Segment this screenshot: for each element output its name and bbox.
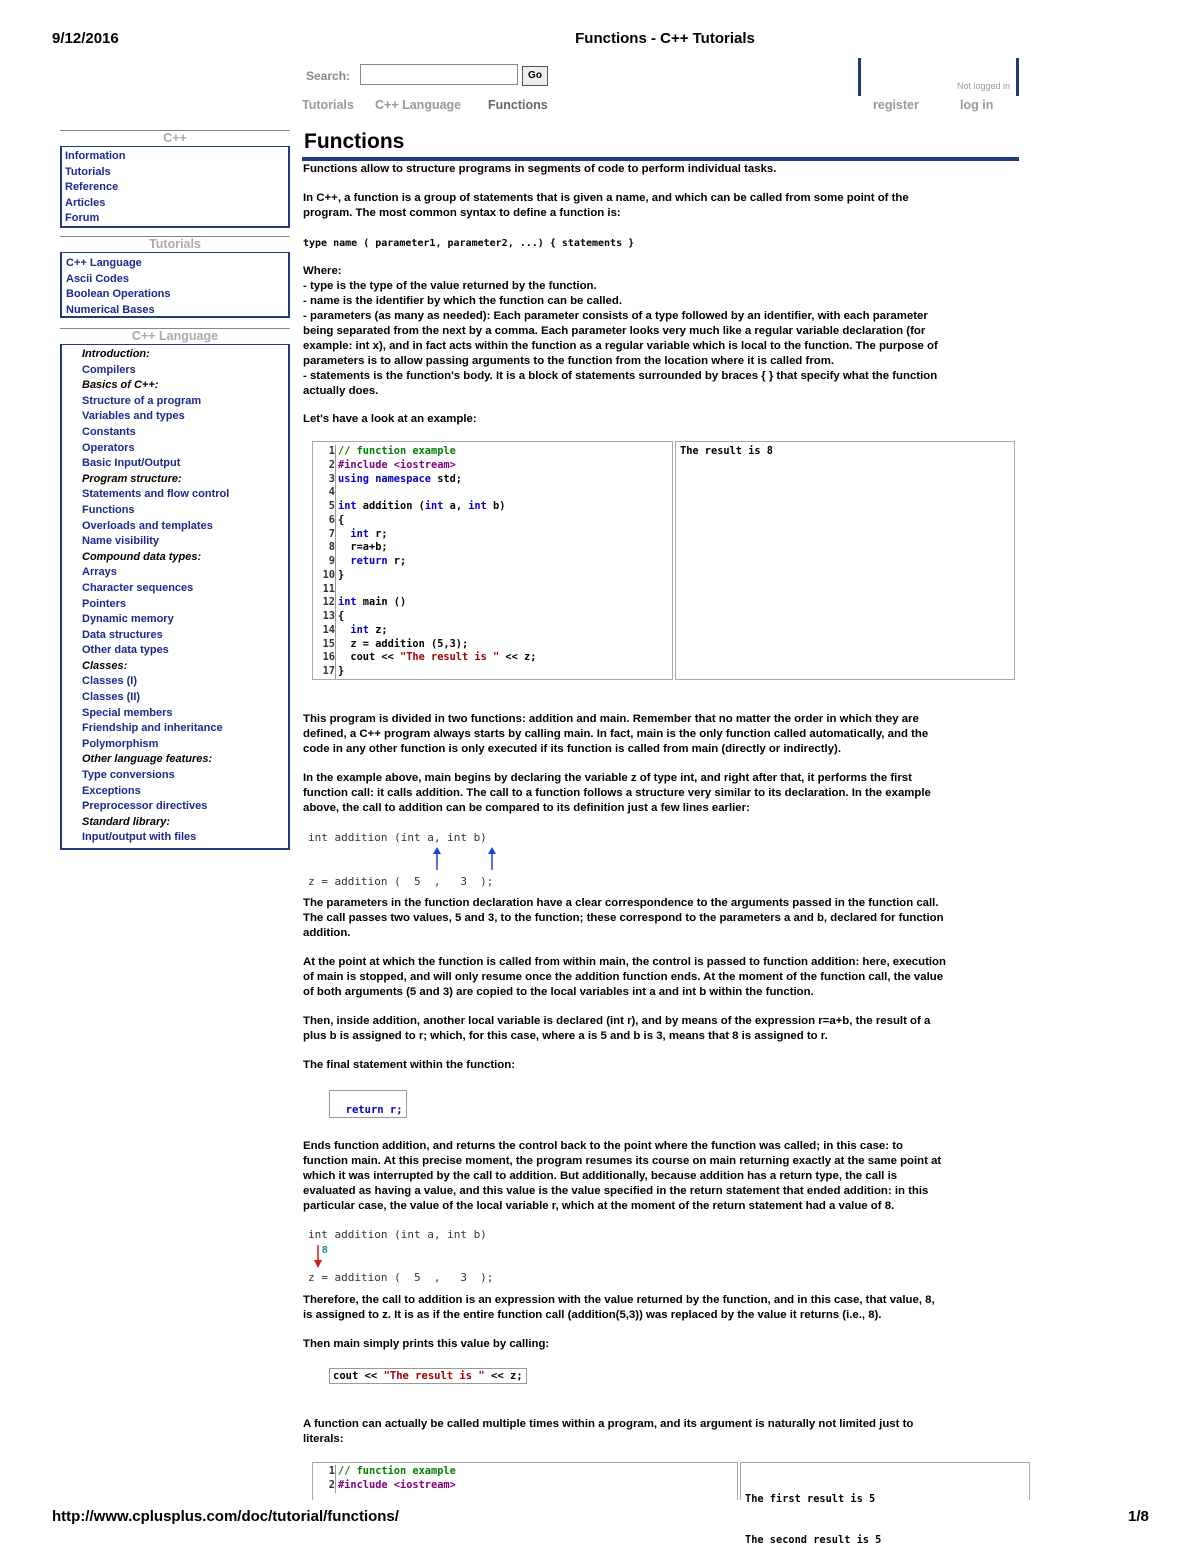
sidebar-item[interactable]: Classes (I) <box>82 675 138 688</box>
cout-snippet-string: "The result is " <box>383 1370 485 1382</box>
sidebar-category: Compound data types: <box>82 550 202 563</box>
sidebar-item[interactable]: Exceptions <box>82 784 141 797</box>
line-number: 16 <box>322 651 335 664</box>
para-local-variable-line1: Then, inside addition, another local variable is declared (int r), and by means of the expression r=a+b, the result of a <box>303 1015 931 1027</box>
code-token: { <box>338 513 345 526</box>
code-line <box>313 459 672 473</box>
para-parameters-line3: addition. <box>303 927 351 939</box>
print-date: 9/12/2016 <box>52 30 119 47</box>
para-ends-function-line3: which it was interrupted by the call to addition. But additionally, because addition has a return type, the call is <box>303 1170 898 1182</box>
sidebar-category: Classes: <box>82 659 128 672</box>
where-list <box>303 264 1019 399</box>
diagram2-declaration: int addition (int a, int b) <box>308 1228 487 1241</box>
para-main-begins-line2: function call: it calls addition. The call to a function follows a structure very similar to its declaration. In the example <box>303 787 931 799</box>
para-final-statement: The final statement within the function: <box>303 1059 515 1071</box>
line-number: 4 <box>328 486 335 499</box>
cout-snippet-end: << z; <box>484 1370 523 1382</box>
code-token: b) <box>486 500 506 512</box>
para-therefore <box>303 1293 1019 1323</box>
code-token: using namespace <box>338 472 431 485</box>
line-number: 8 <box>328 541 335 554</box>
code-text <box>335 638 468 652</box>
para-definition <box>303 191 1019 221</box>
para-local-variable-line2: plus b is assigned to r; which, for this case, where a is 5 and b is 3, means that 8 is assigned to r. <box>303 1030 828 1042</box>
code-line <box>313 610 672 624</box>
line-number: 5 <box>328 500 335 512</box>
sidebar-tutorials-box <box>60 252 290 318</box>
where-params-3: example: int x), and in fact acts within the function as a regular variable which is local to the function. The purpose of <box>303 340 938 352</box>
code-token: } <box>338 568 345 581</box>
code-token: r; <box>369 527 388 540</box>
para-main-begins-line3: above, the call to addition can be compared to its definition just a few lines earlier: <box>303 802 750 814</box>
para-control-line1: At the point at which the function is called from within main, the control is passed to function addition: here, execution <box>303 956 946 968</box>
where-name: - name is the identifier by which the function can be called. <box>303 295 622 307</box>
code-line <box>313 1479 737 1493</box>
line-number: 2 <box>328 1478 335 1491</box>
line-number: 1 <box>328 445 335 457</box>
code-token: return <box>350 555 388 567</box>
arrow-up-icon <box>433 847 441 870</box>
where-type: - type is the type of the value returned by the function. <box>303 280 597 292</box>
sidebar-item[interactable]: Dynamic memory <box>82 613 174 626</box>
sidebar-item[interactable]: Functions <box>82 503 135 516</box>
para-therefore-line2: is assigned to z. It is as if the entire function call (addition(5,3)) was replaced by the value it returns (i.e., 8). <box>303 1309 882 1321</box>
para-local-variable <box>303 1014 1019 1044</box>
where-params-1: - parameters (as many as needed): Each parameter consists of a type followed by an identifier, with each parameter <box>303 310 928 322</box>
search-go-button[interactable]: Go <box>522 66 548 86</box>
sidebar-item[interactable]: Character sequences <box>82 581 194 594</box>
search-input[interactable] <box>360 64 518 85</box>
sidebar-category: Introduction: <box>82 348 150 360</box>
sidebar-item[interactable]: Name visibility <box>82 535 160 548</box>
cout-snippet <box>329 1368 527 1384</box>
line-number: 10 <box>322 568 335 581</box>
intro-text: Functions allow to structure programs in segments of code to perform individual tasks. <box>303 163 777 175</box>
sidebar-item[interactable]: Classes (II) <box>82 691 141 704</box>
code-line <box>313 1465 737 1479</box>
code-line <box>313 528 672 542</box>
sidebar-category: Program structure: <box>82 472 182 485</box>
title-divider <box>302 157 1019 161</box>
para-multiple-calls-line1: A function can actually be called multiple times within a program, and its argument is naturally not limited just to <box>303 1418 914 1430</box>
sidebar-cpp-box <box>60 146 290 228</box>
sidebar-item-tutorials[interactable]: Tutorials <box>65 165 111 178</box>
code-text <box>335 514 344 528</box>
code-text <box>335 610 344 624</box>
code-text <box>335 445 456 459</box>
line-number: 17 <box>322 665 335 677</box>
sidebar-item[interactable]: Arrays <box>82 566 117 579</box>
code-text <box>335 624 388 638</box>
line-number: 9 <box>328 555 335 567</box>
code-text <box>335 569 344 583</box>
para-therefore-line1: Therefore, the call to addition is an expression with the value returned by the function, and in this case, that value, 8, <box>303 1294 935 1306</box>
print-page-number: 1/8 <box>1128 1508 1149 1525</box>
line-number: 14 <box>322 623 335 636</box>
code-token: #include <iostream> <box>338 458 456 471</box>
code-text <box>335 459 456 473</box>
sidebar-item-ascii-codes[interactable]: Ascii Codes <box>66 272 129 285</box>
code-token: z; <box>369 623 388 636</box>
code-line <box>313 445 672 459</box>
sidebar-item[interactable]: Special members <box>82 706 173 719</box>
code-token: "The result is " <box>400 651 500 664</box>
para-control-line2: of main is stopped, and will only resume once the addition function ends. At the moment of the function call, the value <box>303 971 944 983</box>
sidebar-item[interactable]: Input/output with files <box>82 831 197 844</box>
sidebar-language-box <box>60 344 290 850</box>
code-text <box>335 1465 456 1479</box>
code-token: int <box>338 596 357 609</box>
code-token: r=a+b; <box>338 541 388 554</box>
code-line <box>313 583 672 597</box>
para-control <box>303 955 1019 1000</box>
sidebar-category: Standard library: <box>82 815 171 828</box>
sidebar-item[interactable]: Basic Input/Output <box>82 457 181 470</box>
sidebar-item-numerical-bases[interactable]: Numerical Bases <box>66 303 155 316</box>
diagram1-call: z = addition ( 5 , 3 ); <box>308 875 494 888</box>
code-line <box>313 569 672 583</box>
code-line <box>313 514 672 528</box>
code-token: r; <box>387 555 407 567</box>
para-ends-function-line5: particular case, the value of the local variable r, which at the moment of the return statement had a value of 8. <box>303 1200 895 1212</box>
para-parameters-line1: The parameters in the function declaration have a clear correspondence to the arguments passed in the function call. <box>303 897 939 909</box>
code-token: // function example <box>338 1465 456 1477</box>
code-text <box>335 651 536 665</box>
code-token: int <box>338 500 357 512</box>
code-text <box>335 528 388 542</box>
line-number: 11 <box>322 582 335 595</box>
output-box-1: The result is 8 <box>675 441 1015 680</box>
diagram2-call: z = addition ( 5 , 3 ); <box>308 1271 494 1284</box>
breadcrumb-functions: Functions <box>488 98 548 112</box>
code-line <box>313 500 672 514</box>
code-token: main () <box>356 596 407 609</box>
code-token: a, <box>443 500 469 512</box>
code-token <box>338 528 350 540</box>
code-line <box>313 638 672 652</box>
code-text <box>335 555 406 569</box>
code-text <box>335 596 406 610</box>
sidebar-item-forum[interactable]: Forum <box>65 212 100 225</box>
code-line <box>313 624 672 638</box>
code-text <box>335 486 344 500</box>
sidebar-cpp-heading: C++ <box>60 130 290 145</box>
line-number: 1 <box>328 1465 335 1477</box>
code-text <box>335 500 505 514</box>
sidebar-item-cpp-language[interactable]: C++ Language <box>66 257 142 269</box>
para-parameters-line2: The call passes two values, 5 and 3, to the function; these correspond to the parameters a and b, declared for function <box>303 912 944 924</box>
sidebar-item-reference[interactable]: Reference <box>65 181 119 194</box>
code-line <box>313 473 672 487</box>
code-line <box>313 541 672 555</box>
para-main-begins-line1: In the example above, main begins by declaring the variable z of type int, and right after that, it performs the first <box>303 772 912 784</box>
code-token: #include <iostream> <box>338 1478 456 1491</box>
code-text <box>335 541 388 555</box>
diagram1-arrows <box>420 846 510 872</box>
para-ends-function-line4: evaluated as having a value, and this value is the value specified in the return statement that ended addition: in this <box>303 1185 929 1197</box>
sidebar-item-information[interactable]: Information <box>65 150 126 162</box>
code-token: // function example <box>338 445 456 457</box>
code-token: addition ( <box>356 500 425 512</box>
code-text <box>335 1479 456 1493</box>
para-definition-line2: program. The most common syntax to define a function is: <box>303 207 621 219</box>
para-main-prints: Then main simply prints this value by calling: <box>303 1338 550 1350</box>
breadcrumb-tutorials[interactable]: Tutorials <box>302 98 354 112</box>
para-multiple-calls-line2: literals: <box>303 1433 344 1445</box>
code-token: cout << <box>338 651 400 664</box>
code-line <box>313 651 672 665</box>
where-heading: Where: <box>303 265 342 277</box>
code-token: int <box>468 500 487 512</box>
register-link[interactable]: register <box>873 98 919 112</box>
sidebar-item[interactable]: Overloads and templates <box>82 519 213 532</box>
para-definition-line1: In C++, a function is a group of statements that is given a name, and which can be called from some point of the <box>303 192 909 204</box>
para-parameters <box>303 896 1019 941</box>
para-ends-function-line2: function main. At this precise moment, the program resumes its course on main returning exactly at the same point at <box>303 1155 942 1167</box>
output-box-2 <box>740 1462 1030 1546</box>
sidebar-item[interactable]: Type conversions <box>82 769 175 782</box>
line-number: 12 <box>322 596 335 609</box>
code-token: int <box>350 527 370 540</box>
return-snippet <box>329 1090 407 1118</box>
output-box-2-line2: The second result is 5 <box>745 1533 882 1546</box>
line-number: 2 <box>328 458 335 471</box>
sidebar-item[interactable]: Other data types <box>82 644 169 657</box>
diagram1-declaration: int addition (int a, int b) <box>308 831 487 844</box>
para-two-functions-line3: code in any other function is only executed if its function is called from main (directly or indirectly). <box>303 743 841 755</box>
sidebar-item[interactable]: Variables and types <box>82 410 185 423</box>
para-main-begins <box>303 771 1019 816</box>
arrow-up-icon <box>488 847 496 870</box>
sidebar-item[interactable]: Operators <box>82 441 135 454</box>
code-token: int <box>424 500 444 512</box>
para-two-functions-line1: This program is divided in two functions: addition and main. Remember that no matter the order in which they are <box>303 713 919 725</box>
code-token: } <box>338 665 345 677</box>
where-params-2: being separated from the next by a comma. Each parameter looks very much like a regular variable declaration (for <box>303 325 926 337</box>
example-intro: Let's have a look at an example: <box>303 413 477 425</box>
code-token: << z; <box>499 651 537 664</box>
sidebar-item-articles[interactable]: Articles <box>65 196 106 209</box>
where-statements-2: actually does. <box>303 385 379 397</box>
sidebar-tutorials-heading: Tutorials <box>60 236 290 251</box>
sidebar-category: Other language features: <box>82 753 213 766</box>
para-ends-function-line1: Ends function addition, and returns the control back to the point where the function was called; in this case: to <box>303 1140 903 1152</box>
code-example-1[interactable] <box>312 441 673 680</box>
where-statements-1: - statements is the function's body. It is a block of statements surrounded by braces { } that specify what the function <box>303 370 938 382</box>
breadcrumb-cpp-language[interactable]: C++ Language <box>375 98 462 112</box>
diagram2-return-value: 8 <box>322 1245 328 1256</box>
para-two-functions <box>303 712 1019 757</box>
code-token <box>338 624 350 636</box>
return-keyword: return r; <box>345 1104 403 1116</box>
code-token: std; <box>431 472 462 485</box>
para-control-line3: of both arguments (5 and 3) are copied to the local variables int a and int b within the function. <box>303 986 814 998</box>
code-text <box>335 665 344 679</box>
code-line <box>313 555 672 569</box>
code-token: z = addition (5,3); <box>338 637 469 650</box>
line-number: 13 <box>322 610 335 622</box>
sidebar-item[interactable]: Structure of a program <box>82 394 202 407</box>
login-status: Not logged in <box>956 81 1010 91</box>
print-url: http://www.cplusplus.com/doc/tutorial/functions/ <box>52 1508 399 1525</box>
code-text <box>335 473 462 487</box>
sidebar-item[interactable]: Pointers <box>82 597 127 610</box>
sidebar-item[interactable]: Constants <box>82 425 136 438</box>
sidebar-item[interactable]: Statements and flow control <box>82 488 230 501</box>
code-token: int <box>350 623 370 636</box>
line-number: 7 <box>328 527 335 540</box>
sidebar-item[interactable]: Preprocessor directives <box>82 800 208 813</box>
syntax-line: type name ( parameter1, parameter2, ...) { statements } <box>303 238 635 249</box>
page-title: Functions <box>304 130 405 153</box>
code-line <box>313 486 672 500</box>
search-label: Search: <box>306 69 351 83</box>
para-ends-function <box>303 1139 1019 1214</box>
line-number: 6 <box>328 513 335 526</box>
sidebar-item[interactable]: Friendship and inheritance <box>82 722 223 735</box>
sidebar-item[interactable]: Polymorphism <box>82 737 159 750</box>
para-multiple-calls <box>303 1417 1019 1447</box>
code-line <box>313 665 672 679</box>
sidebar-item[interactable]: Data structures <box>82 628 163 641</box>
output-box-2-line1: The first result is 5 <box>745 1492 876 1505</box>
login-box <box>858 58 1019 96</box>
login-link[interactable]: log in <box>960 98 994 112</box>
cout-snippet-start: cout << <box>333 1370 384 1382</box>
sidebar-language-heading: C++ Language <box>60 328 290 343</box>
code-token: { <box>338 610 345 622</box>
code-text <box>335 583 344 597</box>
code-token <box>338 555 350 567</box>
para-two-functions-line2: defined, a C++ program always starts by calling main. In fact, main is the only function called automatically, and the <box>303 728 929 740</box>
line-number: 15 <box>322 637 335 650</box>
sidebar-item-boolean-operations[interactable]: Boolean Operations <box>66 288 171 301</box>
code-line <box>313 596 672 610</box>
line-number: 3 <box>328 472 335 485</box>
code-example-2[interactable] <box>312 1462 738 1500</box>
sidebar-category: Basics of C++: <box>82 379 159 392</box>
where-params-4: parameters is to allow passing arguments to the function from the location where it is called from. <box>303 355 835 367</box>
sidebar-item[interactable]: Compilers <box>82 363 136 376</box>
print-title: Functions - C++ Tutorials <box>575 30 755 47</box>
